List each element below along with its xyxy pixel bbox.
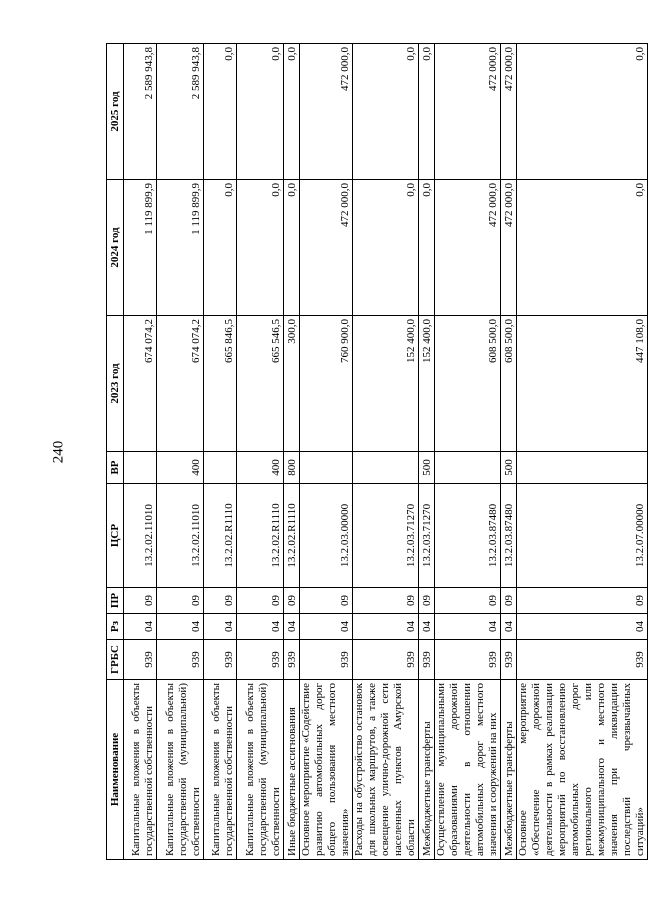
header-rz: Рз: [107, 614, 124, 640]
row-2025: 0,0: [419, 44, 435, 180]
row-csr: 13.2.03.87480: [501, 484, 517, 588]
row-name: Межбюджетные трансферты: [419, 680, 435, 860]
row-2023: 760 900,0: [300, 316, 353, 452]
row-vr: [517, 452, 648, 484]
row-pr: 09: [157, 588, 204, 614]
row-name: Осуществление муниципальными образованиями дорожной деятельности в отношении автомобильных дорог местного значения и сооружений на них: [435, 680, 501, 860]
table-header-row: [107, 44, 124, 860]
row-2025: 472 000,0: [501, 44, 517, 180]
row-grbs: 939: [284, 640, 300, 680]
row-2024: 0,0: [284, 180, 300, 316]
row-2023: 152 400,0: [353, 316, 419, 452]
table-row: [435, 44, 501, 860]
row-grbs: 939: [435, 640, 501, 680]
row-name: Основное мероприятие «Обеспечение дорожной деятельности в рамках реализации мероприятий по восстановлению автомобильных дорог регионального или межмуниципального и местного значения при ликвидации последствий чрезвычайных ситуаций»: [517, 680, 648, 860]
header-2024: 2024 год: [107, 180, 124, 316]
row-2025: 2 589 943,8: [124, 44, 157, 180]
row-name: Основное мероприятие «Содействие развитию автомобильных дорог общего пользования местного значения»: [300, 680, 353, 860]
row-grbs: 939: [419, 640, 435, 680]
row-name: Капитальные вложения в объекты государственной собственности: [204, 680, 237, 860]
row-name: Межбюджетные трансферты: [501, 680, 517, 860]
table-row: [353, 44, 419, 860]
row-vr: [353, 452, 419, 484]
row-vr: [124, 452, 157, 484]
row-grbs: 939: [204, 640, 237, 680]
row-vr: 500: [419, 452, 435, 484]
header-vr: ВР: [107, 452, 124, 484]
row-csr: 13.2.02.11010: [124, 484, 157, 588]
table-row: [284, 44, 300, 860]
row-rz: 04: [419, 614, 435, 640]
row-rz: 04: [284, 614, 300, 640]
row-2025: 2 589 943,8: [157, 44, 204, 180]
row-pr: 09: [300, 588, 353, 614]
row-grbs: 939: [124, 640, 157, 680]
row-2023: 447 108,0: [517, 316, 648, 452]
row-csr: 13.2.03.71270: [419, 484, 435, 588]
row-2025: 472 000,0: [300, 44, 353, 180]
row-rz: 04: [501, 614, 517, 640]
table-row: [501, 44, 517, 860]
row-csr: 13.2.02.R1110: [284, 484, 300, 588]
row-pr: 09: [237, 588, 284, 614]
row-name: Капитальные вложения в объекты государственной (муниципальной) собственности: [157, 680, 204, 860]
row-2024: 472 000,0: [300, 180, 353, 316]
row-name: Иные бюджетные ассигнования: [284, 680, 300, 860]
row-csr: 13.2.02.11010: [157, 484, 204, 588]
row-vr: 800: [284, 452, 300, 484]
row-csr: 13.2.03.00000: [300, 484, 353, 588]
row-pr: 09: [284, 588, 300, 614]
row-2025: 0,0: [353, 44, 419, 180]
row-csr: 13.2.03.87480: [435, 484, 501, 588]
row-vr: 400: [157, 452, 204, 484]
row-2025: 0,0: [204, 44, 237, 180]
row-2023: 665 846,5: [204, 316, 237, 452]
row-csr: 13.2.03.71270: [353, 484, 419, 588]
page-number: 240: [50, 440, 67, 464]
budget-table-container: [106, 44, 646, 860]
row-rz: 04: [204, 614, 237, 640]
row-2024: 0,0: [204, 180, 237, 316]
header-name: Наименование: [107, 680, 124, 860]
header-grbs: ГРБС: [107, 640, 124, 680]
row-grbs: 939: [353, 640, 419, 680]
row-vr: 400: [237, 452, 284, 484]
row-2024: 0,0: [419, 180, 435, 316]
row-2023: 608 500,0: [501, 316, 517, 452]
row-pr: 09: [419, 588, 435, 614]
table-row: [124, 44, 157, 860]
row-rz: 04: [517, 614, 648, 640]
header-2023: 2023 год: [107, 316, 124, 452]
row-2024: 0,0: [353, 180, 419, 316]
row-grbs: 939: [237, 640, 284, 680]
row-2023: 674 074,2: [157, 316, 204, 452]
row-2024: 472 000,0: [501, 180, 517, 316]
table-row: [300, 44, 353, 860]
row-vr: [204, 452, 237, 484]
row-2023: 665 546,5: [237, 316, 284, 452]
row-2025: 0,0: [284, 44, 300, 180]
row-rz: 04: [157, 614, 204, 640]
row-2024: 472 000,0: [435, 180, 501, 316]
row-2024: 1 119 899,9: [157, 180, 204, 316]
row-pr: 09: [435, 588, 501, 614]
row-csr: 13.2.02.R1110: [237, 484, 284, 588]
row-vr: [300, 452, 353, 484]
header-csr: ЦСР: [107, 484, 124, 588]
table-row: [517, 44, 648, 860]
row-pr: 09: [501, 588, 517, 614]
row-2024: 0,0: [237, 180, 284, 316]
row-name: Расходы на обустройство остановок для школьных маршрутов, а также освещение улично-дорожной сети населенных пунктов Амурской области: [353, 680, 419, 860]
table-row: [204, 44, 237, 860]
header-pr: ПР: [107, 588, 124, 614]
row-2025: 0,0: [517, 44, 648, 180]
row-rz: 04: [300, 614, 353, 640]
row-rz: 04: [435, 614, 501, 640]
row-grbs: 939: [300, 640, 353, 680]
row-name: Капитальные вложения в объекты государственной (муниципальной) собственности: [237, 680, 284, 860]
row-2023: 300,0: [284, 316, 300, 452]
row-grbs: 939: [501, 640, 517, 680]
row-pr: 09: [204, 588, 237, 614]
row-2023: 674 074,2: [124, 316, 157, 452]
header-2025: 2025 год: [107, 44, 124, 180]
row-pr: 09: [517, 588, 648, 614]
row-2025: 0,0: [237, 44, 284, 180]
row-pr: 09: [124, 588, 157, 614]
table-row: [157, 44, 204, 860]
row-2024: 1 119 899,9: [124, 180, 157, 316]
row-grbs: 939: [157, 640, 204, 680]
row-vr: 500: [501, 452, 517, 484]
row-2025: 472 000,0: [435, 44, 501, 180]
row-pr: 09: [353, 588, 419, 614]
row-name: Капитальные вложения в объекты государственной собственности: [124, 680, 157, 860]
budget-table: [106, 43, 648, 860]
row-rz: 04: [237, 614, 284, 640]
row-vr: [435, 452, 501, 484]
row-grbs: 939: [517, 640, 648, 680]
row-2023: 152 400,0: [419, 316, 435, 452]
table-row: [237, 44, 284, 860]
row-csr: 13.2.02.R1110: [204, 484, 237, 588]
row-2023: 608 500,0: [435, 316, 501, 452]
row-2024: 0,0: [517, 180, 648, 316]
row-rz: 04: [124, 614, 157, 640]
row-rz: 04: [353, 614, 419, 640]
table-row: [419, 44, 435, 860]
row-csr: 13.2.07.00000: [517, 484, 648, 588]
